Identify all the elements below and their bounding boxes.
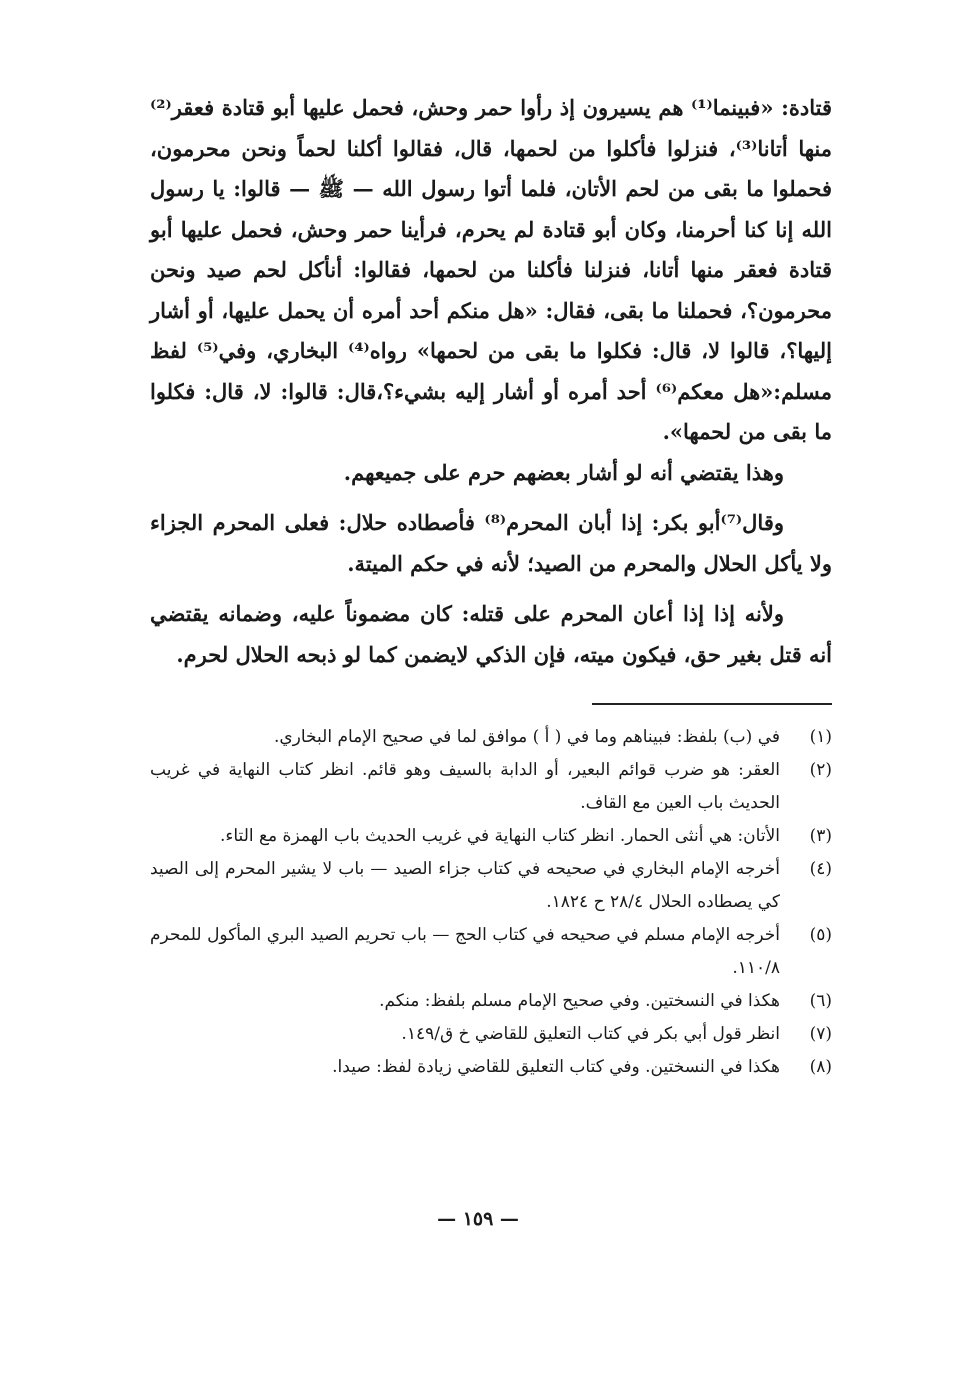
footnote-number: (٤): [809, 859, 832, 879]
footnote-item: [150, 754, 832, 820]
body-paragraph-2: وهذا يقتضي أنه لو أشار بعضهم حرم على جميعهم.: [343, 459, 784, 485]
body-paragraph-3: وقال⁽⁷⁾أبو بكر: إذا أبان المحرم⁽⁸⁾ فأصطاده حلال: فعلى المحرم الجزاء ولا يأكل الحلال والمحرم من الصيد؛ لأنه في حكم الميتة.: [150, 510, 832, 576]
footnote-number: (١): [809, 727, 832, 747]
footnote-item: [150, 1018, 832, 1051]
footnote-item: [150, 1051, 832, 1084]
footnote-text: هكذا في النسختين. وفي صحيح الإمام مسلم بلفظ: منكم.: [379, 991, 780, 1011]
footnote-text: انظر قول أبي بكر في كتاب التعليق للقاضي خ ق/١٤٩.: [401, 1024, 780, 1044]
footnote-text: في (ب) بلفظ: فبيناهم وما في ( أ ) موافق لما في صحيح الإمام البخاري.: [273, 727, 780, 747]
footnote-number: (٢): [809, 760, 832, 780]
footnote-divider: [592, 703, 832, 705]
footnote-text: الأتان: هي أنثى الحمار. انظر كتاب النهاية في غريب الحديث باب الهمزة مع التاء.: [219, 826, 780, 846]
footnote-item: [150, 919, 832, 985]
footnote-number: (٥): [809, 925, 832, 945]
body-paragraph-1: قتادة: «فبينما⁽¹⁾ هم يسيرون إذ رأوا حمر وحش، فحمل عليها أبو قتادة فعقر⁽²⁾ منها أتانا⁽³⁾، فنزلوا فأكلوا من لحمها، قال، فقالوا أكلنا لحماً ونحن محرمون، فحملوا ما بقى من لحم الأتان، فلما أتوا رسول الله — ﷺ — قالوا: يا رسول الله إنا كنا أحرمنا، وكان أبو قتادة لم يحرم، فرأينا حمر وحش، فحمل عليها أبو قتادة فعقر منها أتانا، فنزلنا فأكلنا من لحمها، فقالوا: أنأكل لحم صيد ونحن محرمون؟، فحملنا ما بقى، فقال: «هل منكم أحد أمره أن يحمل عليها، أو أشار إليها؟، قالوا لا، قال: فكلوا ما بقى من لحمها» رواه⁽⁴⁾ البخاري، وفي⁽⁵⁾ لفظ مسلم:«هل معكم⁽⁶⁾ أحد أمره أو أشار إليه بشيء؟،قال: قالوا: لا، قال: فكلوا ما بقى من لحمها».: [150, 95, 833, 444]
footnotes-list: [150, 721, 832, 1084]
footnote-number: (٣): [809, 826, 832, 846]
footnote-text: هكذا في النسختين. وفي كتاب التعليق للقاضي زيادة لفظ: صيدا.: [332, 1057, 780, 1077]
page-body: [150, 88, 832, 1084]
footnote-text: العقر: هو ضرب قوائم البعير، أو الدابة بالسيف وهو قائم. انظر كتاب النهاية في غريب الحديث باب العين مع القاف.: [150, 760, 780, 813]
footnote-text: أخرجه الإمام مسلم في صحيحه في كتاب الحج — باب تحريم الصيد البري المأكول للمحرم ١١٠/٨.: [150, 925, 780, 978]
footnote-item: [150, 853, 832, 919]
footnote-item: [150, 985, 832, 1018]
footnote-number: (٦): [809, 991, 832, 1011]
footnote-number: (٨): [809, 1057, 832, 1077]
footnote-item: [150, 721, 832, 754]
footnote-text: أخرجه الإمام البخاري في صحيحه في كتاب جزاء الصيد — باب لا يشير المحرم إلى الصيد كي يصطاده الحلال ٢٨/٤ ح ١٨٢٤.: [150, 859, 780, 912]
footnote-item: [150, 820, 832, 853]
body-paragraph-4: ولأنه إذا إذا أعان المحرم على قتله: كان مضموناً عليه، وضمانه يقتضي أنه قتل بغير حق، فيكون ميته، فإن الذكي لايضمن كما لو ذبحه الحلال لحرم.: [150, 601, 832, 667]
footnote-number: (٧): [809, 1024, 832, 1044]
page-number: — ١٥٩ —: [437, 1208, 519, 1230]
